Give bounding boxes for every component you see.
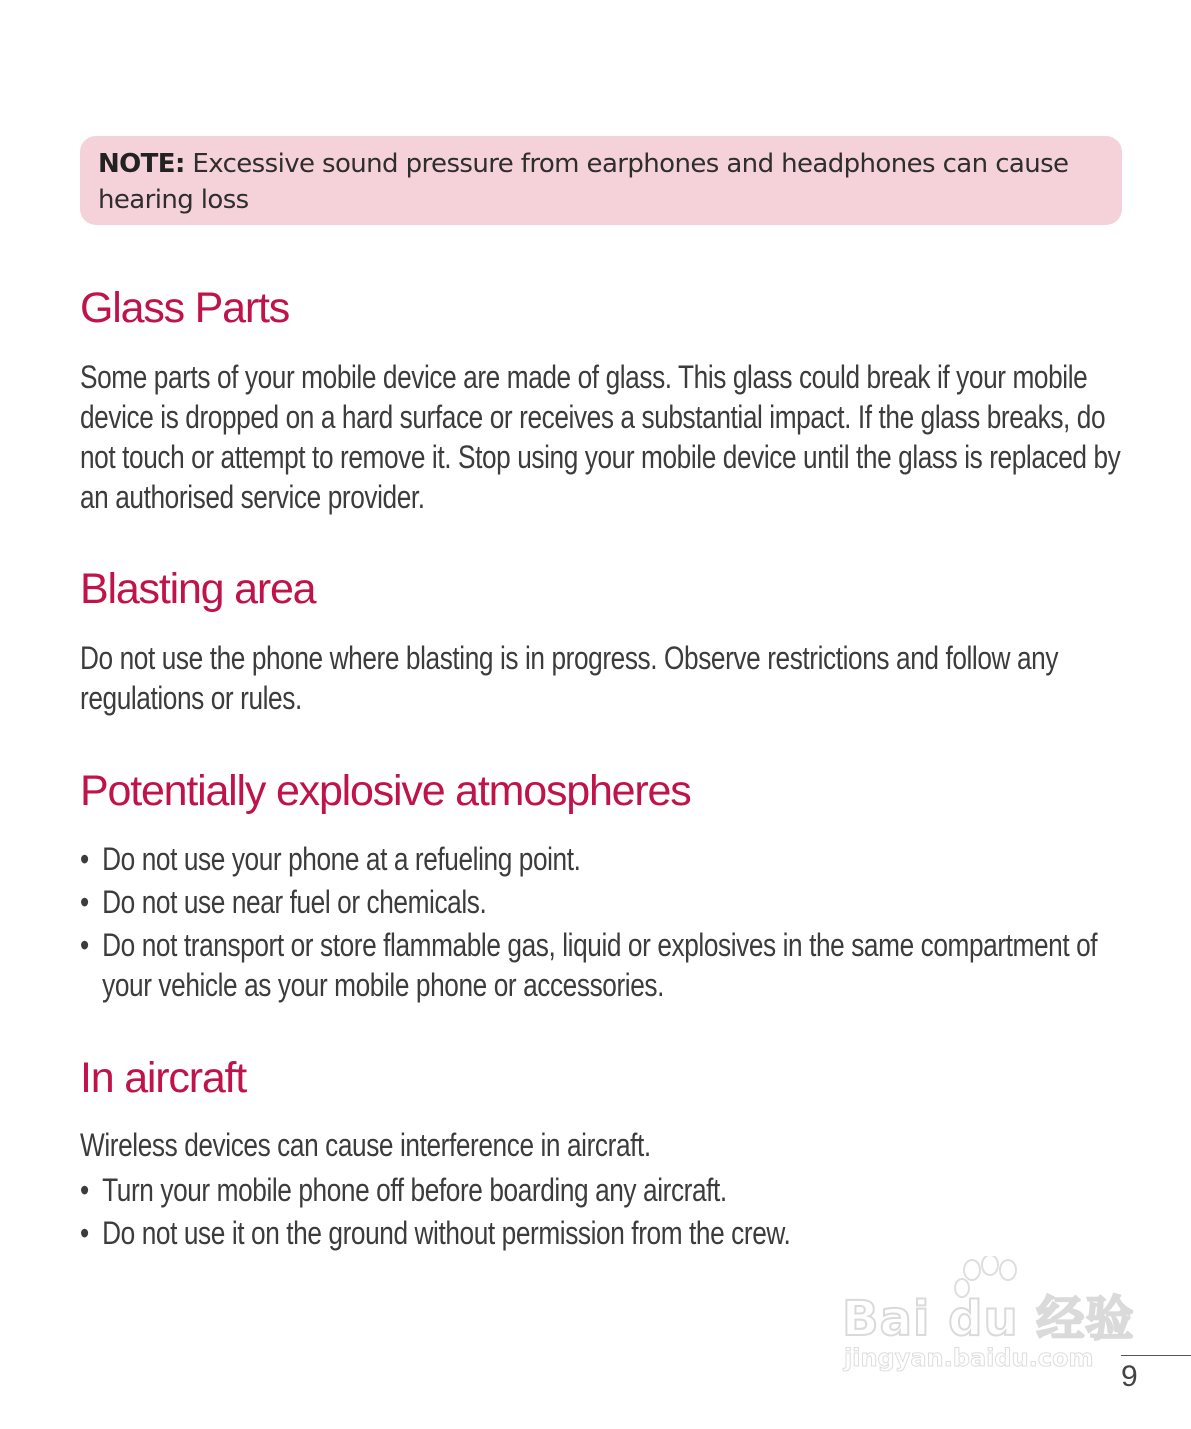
explosive-atmospheres-list (80, 839, 1138, 1005)
bullet-icon: • (80, 927, 89, 963)
page-number: 9 (1121, 1360, 1138, 1393)
heading-in-aircraft: In aircraft (80, 1054, 247, 1102)
page-number-rule (1121, 1355, 1191, 1356)
list-item-text: Do not transport or store flammable gas, liquid or explosives in the same compartment of your vehicle as your mobile phone or accessories. (102, 927, 1098, 1003)
list-item (80, 1213, 1138, 1253)
heading-glass-parts: Glass Parts (80, 284, 290, 332)
baidu-watermark (842, 1256, 1135, 1386)
list-item (80, 925, 1138, 1005)
in-aircraft-paragraph: Wireless devices can cause interference in aircraft. (80, 1127, 651, 1163)
note-box (80, 136, 1122, 225)
heading-blasting-area: Blasting area (80, 565, 316, 613)
list-item (80, 839, 1138, 879)
bullet-icon: • (80, 1172, 89, 1208)
watermark-logo-text: Bai du 经验 (842, 1291, 1135, 1347)
list-item-text: Do not use your phone at a refueling point. (102, 841, 581, 877)
list-item-text: Turn your mobile phone off before boarding any aircraft. (102, 1172, 727, 1208)
in-aircraft-list (80, 1170, 1138, 1253)
glass-parts-paragraph: Some parts of your mobile device are made of glass. This glass could break if your mobile device is dropped on a hard surface or receives a substantial impact. If the glass breaks, do not touch or attempt to remove it. Stop using your mobile device until the glass is replaced by an authorised service provider. (80, 359, 1121, 515)
heading-explosive-atmospheres: Potentially explosive atmospheres (80, 767, 691, 815)
bullet-icon: • (80, 841, 89, 877)
note-text: Excessive sound pressure from earphones and headphones can cause hearing loss (98, 149, 1069, 215)
watermark-url-text: jingyan.baidu.com (844, 1344, 1094, 1372)
list-item (80, 882, 1138, 922)
bullet-icon: • (80, 1215, 89, 1251)
list-item-text: Do not use near fuel or chemicals. (102, 884, 487, 920)
list-item-text: Do not use it on the ground without permission from the crew. (102, 1215, 791, 1251)
note-label: NOTE: (98, 149, 185, 179)
blasting-area-paragraph: Do not use the phone where blasting is in progress. Observe restrictions and follow any regulations or rules. (80, 640, 1059, 716)
list-item (80, 1170, 1138, 1210)
bullet-icon: • (80, 884, 89, 920)
